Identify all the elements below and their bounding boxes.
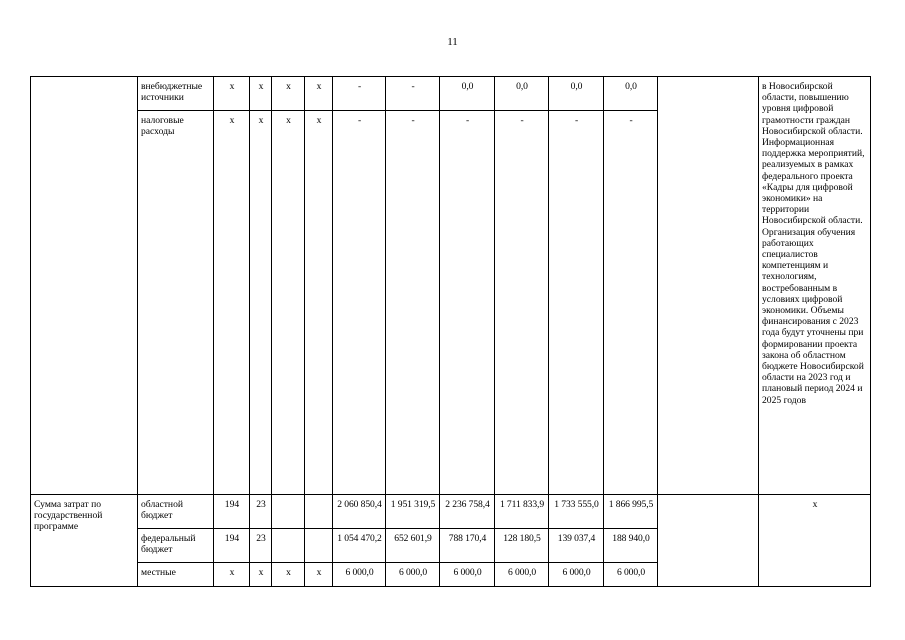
table-cell: x xyxy=(250,563,272,587)
table-cell: 194 xyxy=(214,529,250,563)
summary-label: Сумма затрат по государственной программе xyxy=(31,495,138,587)
table-cell: x xyxy=(214,563,250,587)
empty-program-cell xyxy=(31,77,138,495)
table-row xyxy=(31,495,871,529)
financing-table xyxy=(30,76,871,587)
table-cell: x xyxy=(214,77,250,111)
value-cell: - xyxy=(495,111,549,495)
value-cell: 0,0 xyxy=(549,77,604,111)
value-cell: - xyxy=(440,111,495,495)
value-cell: - xyxy=(604,111,658,495)
table-cell: x xyxy=(250,111,272,495)
table-cell: x xyxy=(272,111,305,495)
value-cell: 652 601,9 xyxy=(386,529,440,563)
table-cell: 23 xyxy=(250,529,272,563)
table-cell: x xyxy=(272,563,305,587)
value-cell: 6 000,0 xyxy=(333,563,386,587)
value-cell: 2 060 850,4 xyxy=(333,495,386,529)
value-cell: 1 951 319,5 xyxy=(386,495,440,529)
value-cell: - xyxy=(386,111,440,495)
empty-result-cell xyxy=(658,495,759,587)
value-cell: 188 940,0 xyxy=(604,529,658,563)
value-cell: 0,0 xyxy=(495,77,549,111)
table-cell: x xyxy=(305,111,333,495)
value-cell: - xyxy=(333,77,386,111)
table-cell xyxy=(305,529,333,563)
table-cell: x xyxy=(250,77,272,111)
page-number: 11 xyxy=(447,36,458,48)
source-label: областной бюджет xyxy=(138,495,214,529)
value-cell: 788 170,4 xyxy=(440,529,495,563)
note-text: в Новосибирской области, повышению уровня цифровой грамотности граждан Новосибирской области. Информационная поддержка мероприятий, реализуемых в рамках федерального проекта «Кадры для цифровой экономики» на территории Новосибирской области. Организация обучения работающих специалистов компетенциям и технологиям, востребованным в условиях цифровой экономики. Объемы финансирования с 2023 года будут уточнены при формировании проекта закона об областном бюджете Новосибирской области на 2023 год и плановый период 2024 и 2025 годов xyxy=(759,77,871,495)
source-label: внебюджетные источники xyxy=(138,77,214,111)
value-cell: 6 000,0 xyxy=(495,563,549,587)
table-row xyxy=(31,77,871,111)
value-cell: - xyxy=(333,111,386,495)
table-cell: 194 xyxy=(214,495,250,529)
value-cell: 139 037,4 xyxy=(549,529,604,563)
value-cell: 1 054 470,2 xyxy=(333,529,386,563)
value-cell: 128 180,5 xyxy=(495,529,549,563)
value-cell: 6 000,0 xyxy=(440,563,495,587)
value-cell: 1 733 555,0 xyxy=(549,495,604,529)
table-cell: x xyxy=(305,77,333,111)
value-cell: - xyxy=(386,77,440,111)
value-cell: 2 236 758,4 xyxy=(440,495,495,529)
table-cell xyxy=(272,529,305,563)
table-cell xyxy=(305,495,333,529)
value-cell: 1 711 833,9 xyxy=(495,495,549,529)
table-cell: x xyxy=(272,77,305,111)
table-cell: 23 xyxy=(250,495,272,529)
source-label: федеральный бюджет xyxy=(138,529,214,563)
value-cell: 6 000,0 xyxy=(386,563,440,587)
table-cell: x xyxy=(214,111,250,495)
summary-result-mark: x xyxy=(759,495,871,587)
source-label: налоговые расходы xyxy=(138,111,214,495)
value-cell: 0,0 xyxy=(440,77,495,111)
value-cell: - xyxy=(549,111,604,495)
value-cell: 6 000,0 xyxy=(604,563,658,587)
empty-result-cell xyxy=(658,77,759,495)
value-cell: 1 866 995,5 xyxy=(604,495,658,529)
table-cell xyxy=(272,495,305,529)
table-cell: x xyxy=(305,563,333,587)
source-label: местные xyxy=(138,563,214,587)
value-cell: 0,0 xyxy=(604,77,658,111)
value-cell: 6 000,0 xyxy=(549,563,604,587)
